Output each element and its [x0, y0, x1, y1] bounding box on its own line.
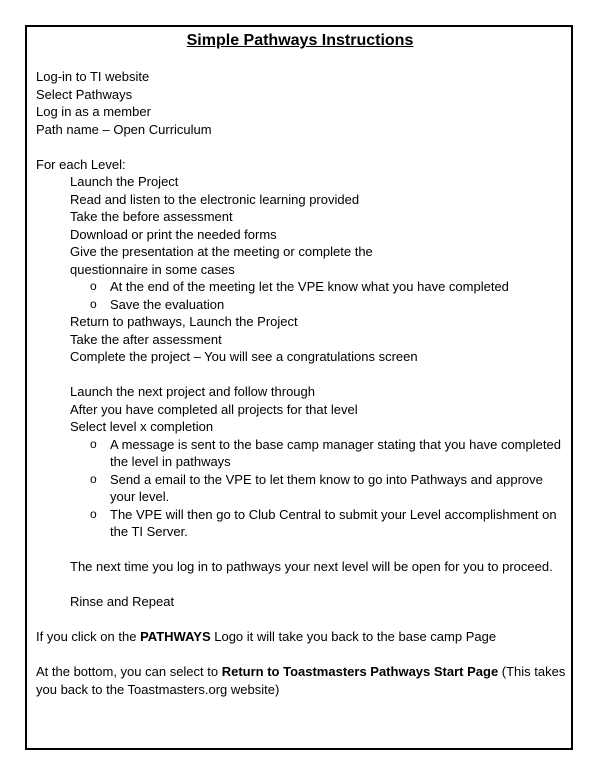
pathways-logo-note: If you click on the PATHWAYS Logo it will take you back to the base camp Page: [36, 629, 497, 644]
circle-bullet-icon: o: [90, 471, 97, 486]
start-page-reference: Return to Toastmasters Pathways Start Page: [221, 664, 499, 679]
next-step: Select level x completion: [70, 419, 214, 434]
level-step: Return to pathways, Launch the Project: [70, 314, 298, 329]
login-step: Path name – Open Curriculum: [36, 121, 212, 137]
list-item: o The VPE will then go to Club Central to submit your Level accomplishment on the TI Server.: [90, 506, 557, 539]
level-step: Give the presentation at the meeting or complete the: [70, 244, 373, 259]
login-step: Log in as a member: [36, 104, 151, 119]
start-page-note: At the bottom, you can select to Return to Toastmasters Pathways Start Page (This takes you back to the Toastmasters.org website): [36, 664, 566, 697]
rinse-repeat-note: Rinse and Repeat: [70, 594, 175, 609]
level-step: Take the before assessment: [70, 209, 233, 224]
level-step: Take the after assessment: [70, 331, 222, 347]
circle-bullet-icon: o: [90, 506, 97, 521]
instructions-body: [36, 68, 566, 698]
list-item: o Save the evaluation: [90, 296, 225, 312]
circle-bullet-icon: o: [90, 279, 97, 293]
next-time-note: The next time you log in to pathways your next level will be open for you to proceed.: [70, 559, 553, 574]
level-step: Complete the project – You will see a congratulations screen: [70, 349, 418, 364]
list-item: o Send a email to the VPE to let them know to go into Pathways and approve your level.: [90, 471, 543, 504]
login-steps: [36, 68, 566, 138]
next-project-steps: [36, 383, 566, 436]
login-step: Select Pathways: [36, 86, 133, 102]
document-title: Simple Pathways Instructions: [186, 32, 414, 49]
level-step: Launch the Project: [70, 174, 179, 189]
circle-bullet-icon: o: [90, 436, 97, 451]
completion-bullets: [36, 436, 566, 541]
next-step: After you have completed all projects for that level: [70, 401, 358, 417]
circle-bullet-icon: o: [90, 296, 97, 311]
list-item: o A message is sent to the base camp manager stating that you have completed the level in pathways: [90, 436, 561, 469]
level-step: Download or print the needed forms: [70, 226, 277, 242]
level-step: Read and listen to the electronic learning provided: [70, 191, 360, 207]
meeting-bullets: [36, 278, 566, 313]
login-step: Log-in to TI website: [36, 69, 150, 84]
list-item: o At the end of the meeting let the VPE know what you have completed: [90, 279, 509, 294]
level-steps-continued: [36, 313, 566, 366]
level-steps: [36, 173, 566, 278]
next-step: Launch the next project and follow through: [70, 384, 316, 399]
pathways-logo-reference: PATHWAYS: [140, 629, 211, 644]
for-each-level-heading: For each Level:: [36, 156, 126, 172]
level-step: questionnaire in some cases: [70, 261, 235, 277]
